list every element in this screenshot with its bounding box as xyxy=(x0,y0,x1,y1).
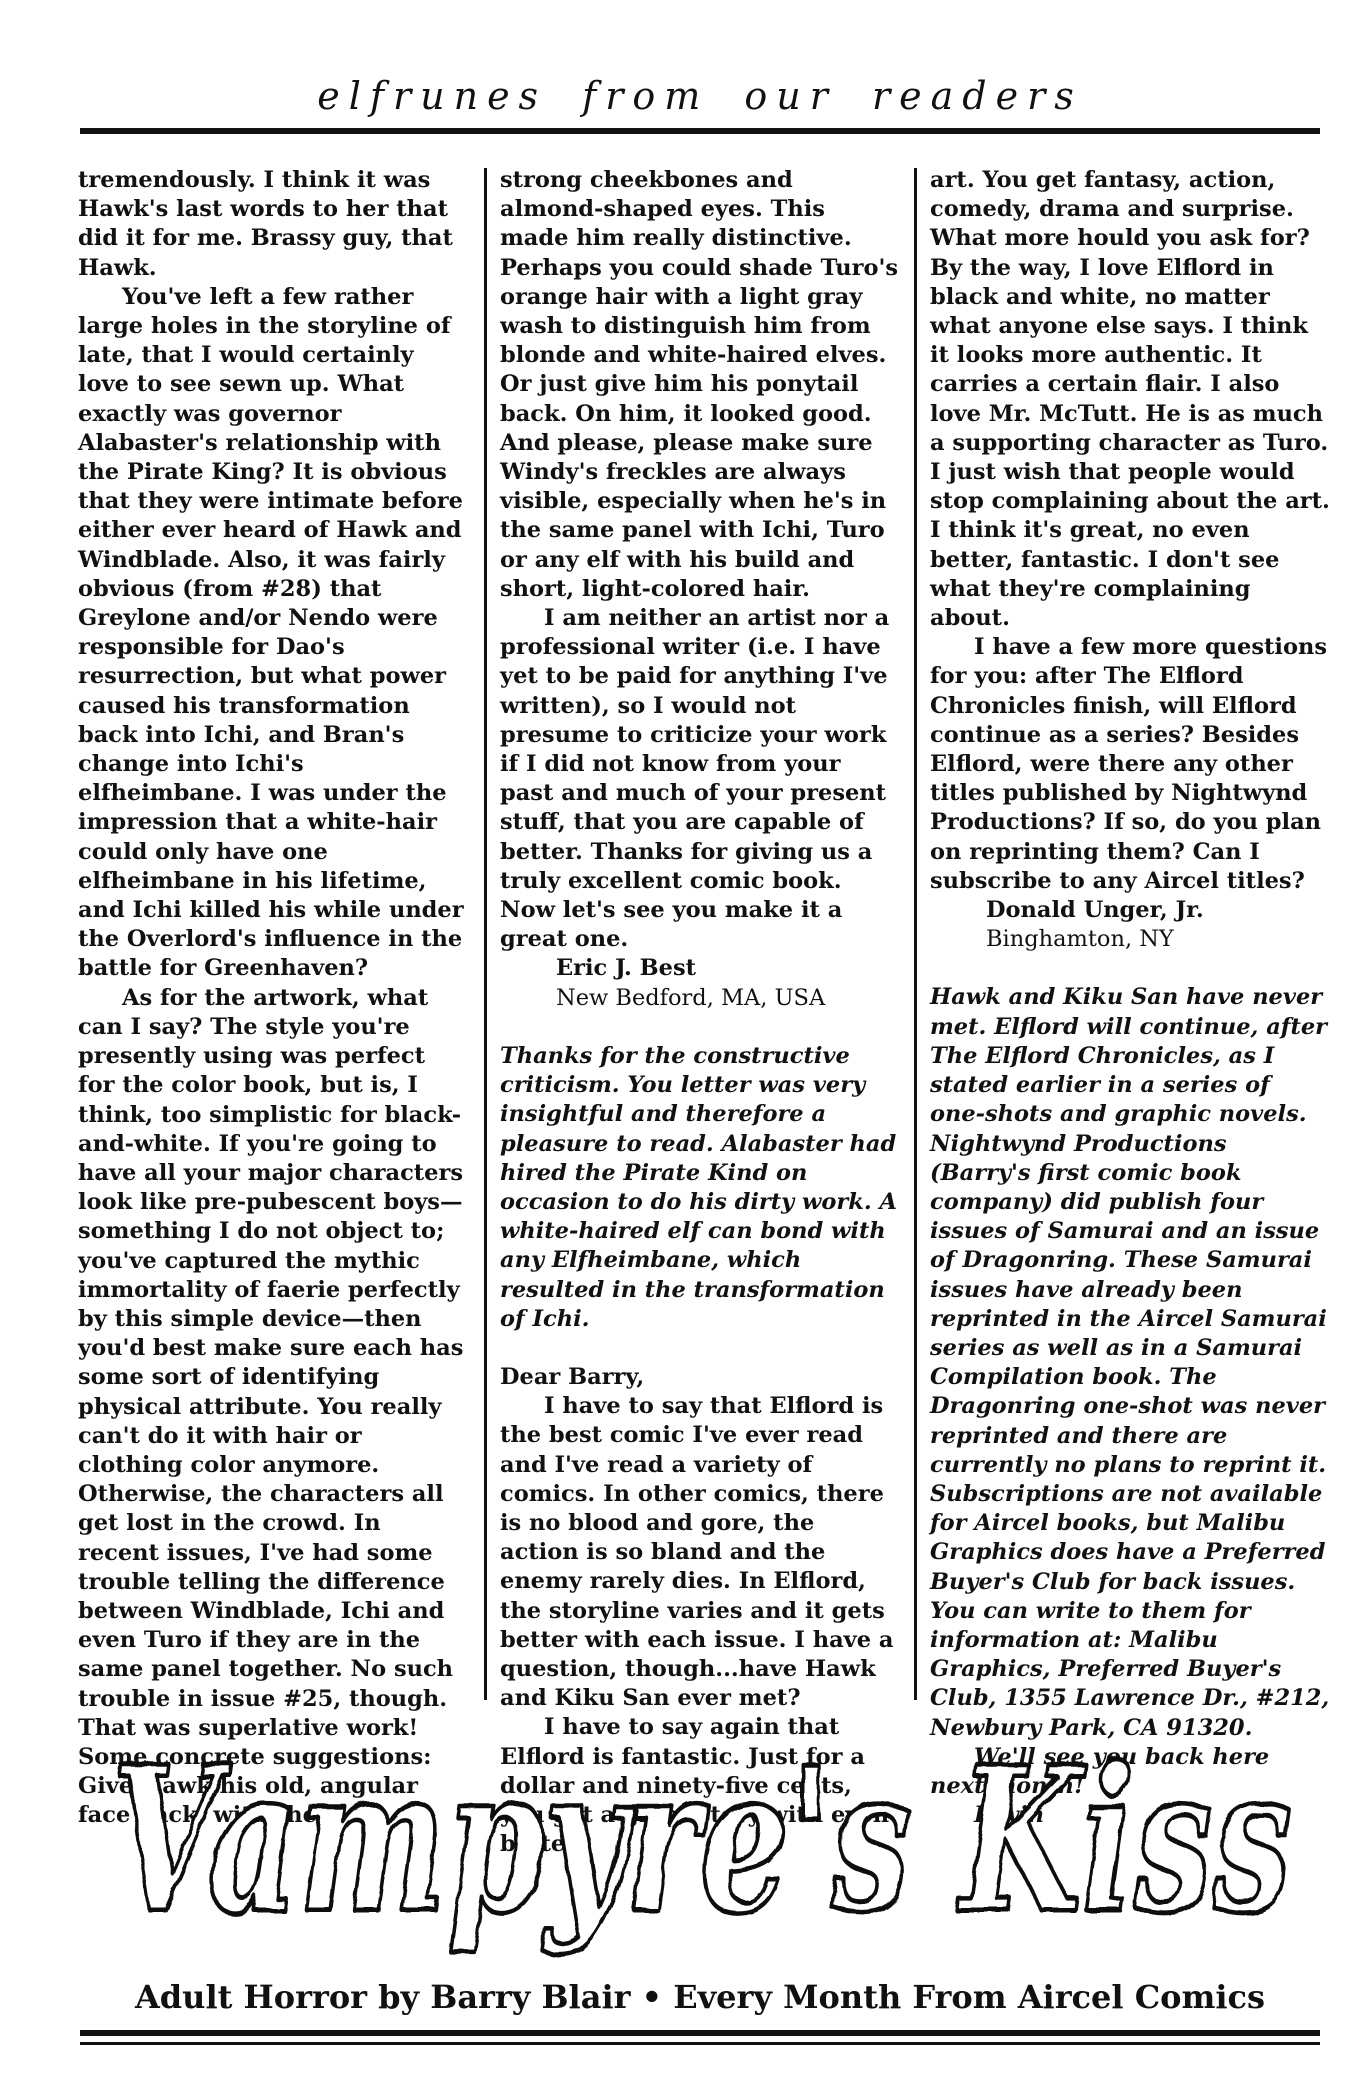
signature-place: New Bedford, MA, USA xyxy=(556,984,826,1011)
vampyres-kiss-logo xyxy=(92,1700,1312,1970)
signature-name: Eric J. Best xyxy=(556,955,697,982)
column-3 xyxy=(930,166,1330,1830)
letter-paragraph: As for the artwork, what can I say? The style you're presently using was perfect for the color book, but is, I think, too simplistic for black-and-white. If you're going to have all your major characters look like pre-pubescent boys—something I do not object to; you've captured the mythic immortality of faerie perfectly by this simple device—then you'd best make sure each has some sort of identifying physical attribute. You really can't do it with hair or clothing color anymore. Otherwise, the characters all get lost in the crowd. In recent issues, I've had some trouble telling the difference between Windblade, Ichi and even Turo if they are in the same panel together. No such trouble in issue #25, though. That was superlative work! Some concrete suggestions: Give Hawk his old, angular face back, with the xyxy=(78,984,464,1829)
letter-paragraph: I have to say that Elflord is the best comic I've ever read and I've read a variety of comics. In other comics, there is no blood and gore, the action is so bland and the enemy rarely dies. In Elflord, the storyline varies and it gets better with each issue. I have a question, though...have Hawk and Kiku San ever met? xyxy=(500,1393,894,1712)
letter-paragraph: I am neither an artist nor a professional writer (i.e. I have yet to be paid for anything I've written), so I would not presume to criticize your work if I did not know from your past and much of your present stuff, that you are capable of better. Thanks for giving us a truly excellent comic book. Now let's see you make it a great one. xyxy=(500,605,890,953)
column-1 xyxy=(78,166,466,1831)
signature-place: Binghamton, NY xyxy=(986,926,1174,953)
letter-paragraph: art. You get fantasy, action, comedy, drama and surprise. What more hould you ask for? By the way, I love Elflord in black and white, no matter what anyone else says. I think it looks more authentic. It carries a certain flair. I also love Mr. McTutt. He is as much a supporting character as Turo. I just wish that people would stop complaining about the art. I think it's great, no even better, fantastic. I don't see what they're complaining about. xyxy=(930,167,1330,632)
footer-rule-thin xyxy=(80,2042,1320,2045)
footer-rule xyxy=(80,2030,1320,2036)
signature-name: Donald Unger, Jr. xyxy=(986,897,1204,924)
salutation: Dear Barry, xyxy=(500,1363,645,1390)
editor-signature: Eiwin xyxy=(974,1802,1044,1829)
letter-paragraph: tremendously. I think it was Hawk's last words to her that did it for me. Brassy guy, that Hawk. xyxy=(78,167,453,281)
letter-paragraph: You've left a few rather large holes in the storyline of late, that I would certainly love to see sewn up. What exactly was governor Alabaster's relationship with the Pirate King? It is obvious that they were intimate before either ever heard of Hawk and Windblade. Also, it was fairly obvious (from #28) that Greylone and/or Nendo were responsible for Dao's resurrection, but what power caused his transformation back into Ichi, and Bran's change into Ichi's elfheimbane. I was under the impression that a white-hair could only have one elfheimbane in his lifetime, and Ichi killed his while under the Overlord's influence in the battle for Greenhaven? xyxy=(78,283,464,982)
column-divider-1 xyxy=(484,168,487,1700)
editor-reply: Hawk and Kiku San have never met. Elflord will continue, after The Elflord Chronicles, as I stated earlier in a series of one-shots and graphic novels. Nightwynd Productions (Barry's first comic book company) did publish four issues of Samurai and an issue of Dragonring. These Samurai issues have already been reprinted in the Aircel Samurai series as well as in a Samurai Compilation book. The Dragonring one-shot was never reprinted and there are currently no plans to reprint it. Subscriptions are not available for Aircel books, but Malibu Graphics does have a Preferred Buyer's Club for back issues. You can write to them for information at: Malibu Graphics, Preferred Buyer's Club, 1355 Lawrence Dr., #212, Newbury Park, CA 91320. xyxy=(930,984,1330,1741)
header-rule xyxy=(80,128,1320,134)
page-header: elfrunes from our readers xyxy=(317,74,1083,118)
ad-tagline: Adult Horror by Barry Blair • Every Month From Aircel Comics xyxy=(134,1978,1266,2016)
letter-paragraph: strong cheekbones and almond-shaped eyes. This made him really distinctive. Perhaps you could shade Turo's orange hair with a light gray wash to distinguish him from blonde and white-haired elves. Or just give him his ponytail back. On him, it looked good. And please, please make sure Windy's freckles are always visible, especially when he's in the same panel with Ichi, Turo or any elf with his build and short, light-colored hair. xyxy=(500,167,899,602)
logo-text: Vampyre's Kiss xyxy=(112,1723,1292,1958)
closing-line: We'll see you back here next month! xyxy=(930,1743,1270,1799)
letter-paragraph: I have to say again that Elflord is fantastic. Just for a dollar and ninety-five cents, you get a great story with even better xyxy=(500,1714,890,1858)
letter-paragraph: I have a few more questions for you: after The Elflord Chronicles finish, will Elflord continue as a series? Besides Elflord, were there any other titles published by Nightwynd Productions? If so, do you plan on reprinting them? Can I subscribe to any Aircel titles? xyxy=(930,634,1327,894)
column-divider-2 xyxy=(914,168,917,1700)
column-2 xyxy=(500,166,900,1859)
editor-reply: Thanks for the constructive criticism. You letter was very insightful and therefore a pleasure to read. Alabaster had hired the Pirate Kind on occasion to do his dirty work. A white-haired elf can bond with any Elfheimbane, which resulted in the transformation of Ichi. xyxy=(500,1042,897,1332)
